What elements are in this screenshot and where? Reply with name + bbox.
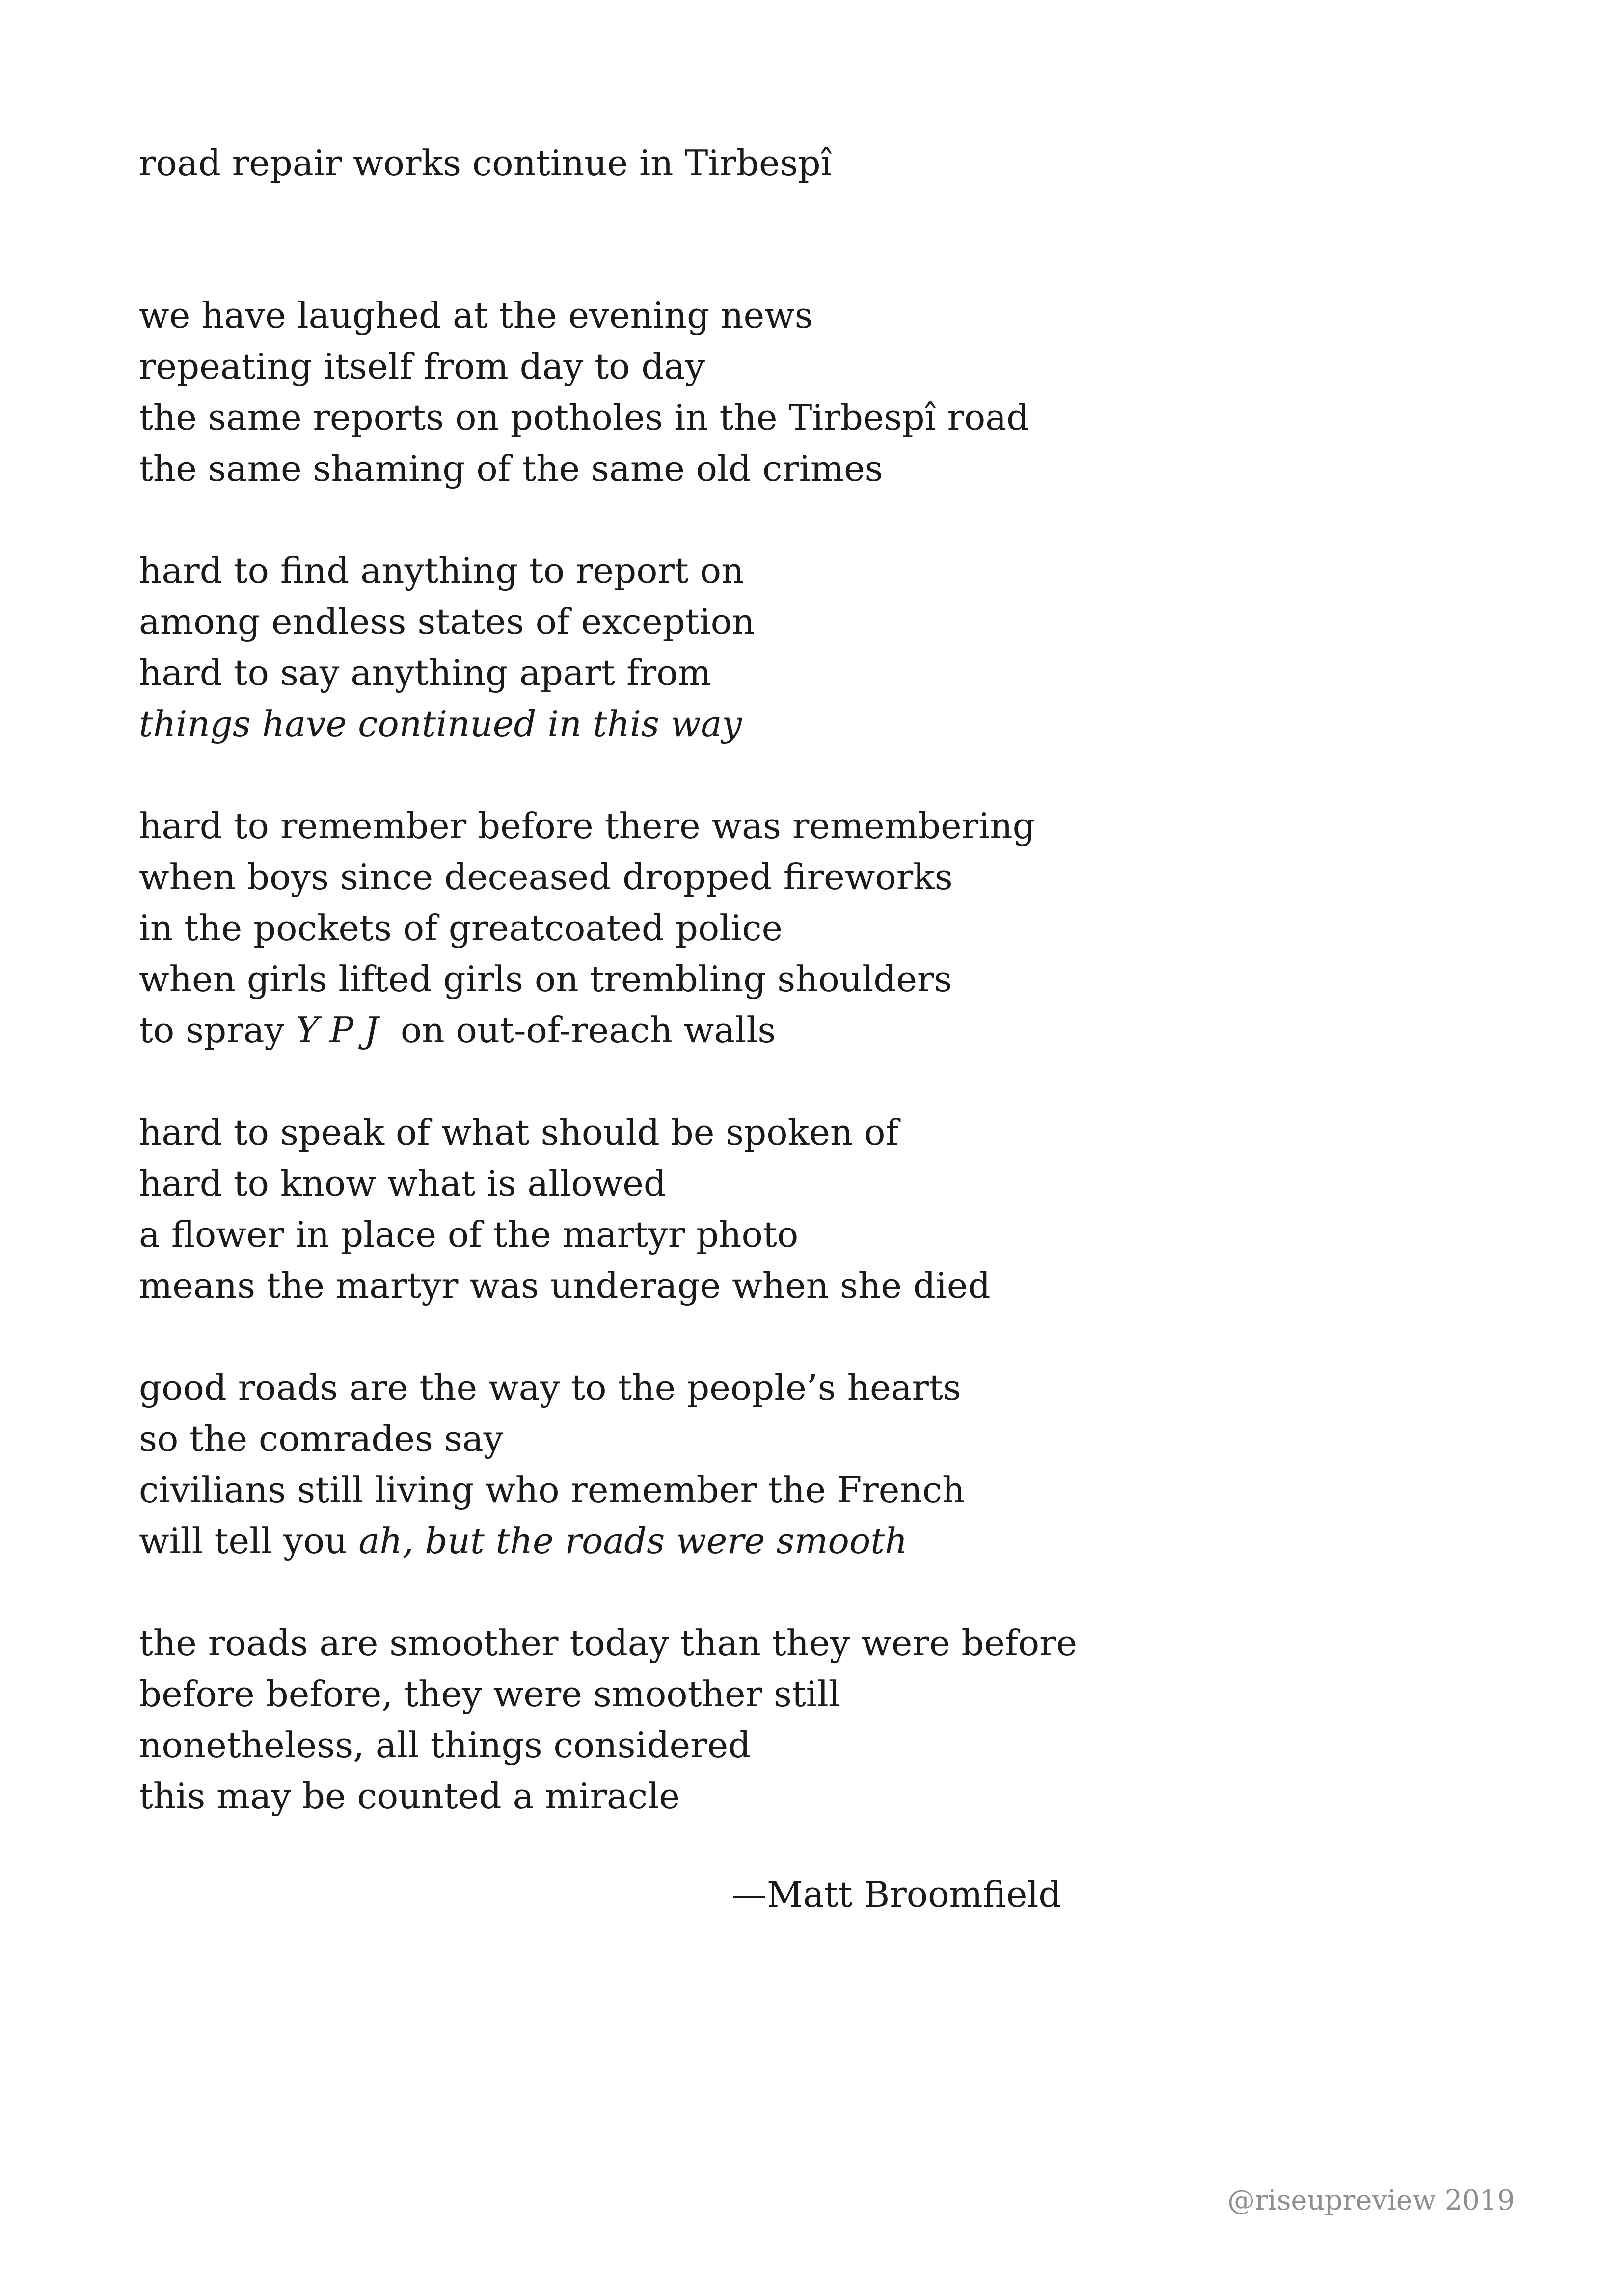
poem-line <box>139 1413 1366 1464</box>
line-segment: the roads are smoother today than they were before <box>139 1622 1078 1664</box>
poem-line <box>139 954 1366 1005</box>
line-segment: on out-of-reach walls <box>389 1010 776 1051</box>
poem-line <box>139 1668 1366 1720</box>
line-segment: before before, they were smoother still <box>139 1673 840 1715</box>
stanza <box>139 545 1366 749</box>
poem-line <box>139 1209 1366 1260</box>
poem-line <box>139 1515 1366 1566</box>
poem-body <box>139 290 1366 1873</box>
line-segment: hard to remember before there was remembering <box>139 805 1035 847</box>
line-segment: so the comrades say <box>139 1418 504 1459</box>
line-segment: hard to say anything apart from <box>139 652 711 693</box>
line-segment: ah, but the roads were smooth <box>358 1520 908 1561</box>
poem-line <box>139 1260 1366 1311</box>
line-segment: hard to find anything to report on <box>139 550 744 591</box>
poem-line <box>139 698 1366 749</box>
footer-credit: @riseupreview 2019 <box>1227 2185 1515 2216</box>
line-segment: will tell you <box>139 1520 359 1561</box>
stanza <box>139 800 1366 1056</box>
poem-line <box>139 392 1366 443</box>
line-segment: a flower in place of the martyr photo <box>139 1214 799 1255</box>
stanza <box>139 290 1366 494</box>
line-segment: this may be counted a miracle <box>139 1776 680 1817</box>
poem-line <box>139 341 1366 392</box>
poem-line <box>139 1362 1366 1413</box>
poem-line <box>139 545 1366 596</box>
stanza <box>139 1362 1366 1566</box>
poem-line <box>139 1107 1366 1158</box>
poem-line <box>139 1720 1366 1771</box>
poem-line <box>139 647 1366 698</box>
poem-line <box>139 851 1366 902</box>
poem-line <box>139 800 1366 851</box>
line-segment: when boys since deceased dropped fireworks <box>139 856 953 898</box>
line-segment: among endless states of exception <box>139 601 755 642</box>
poem-line <box>139 1771 1366 1822</box>
stanza <box>139 1617 1366 1822</box>
line-segment: means the martyr was underage when she died <box>139 1265 991 1306</box>
line-segment: things have continued in this way <box>139 703 742 744</box>
poem-line <box>139 1158 1366 1209</box>
poem-title: road repair works continue in Tirbespî <box>139 142 832 184</box>
line-segment: civilians still living who remember the French <box>139 1469 965 1510</box>
line-segment: good roads are the way to the people’s hearts <box>139 1367 961 1408</box>
stanza <box>139 1107 1366 1311</box>
poem-line <box>139 1464 1366 1515</box>
line-segment: repeating itself from day to day <box>139 346 705 387</box>
line-segment: the same reports on potholes in the Tirbespî road <box>139 397 1029 438</box>
line-segment: nonetheless, all things considered <box>139 1724 751 1766</box>
poem-line <box>139 1005 1366 1056</box>
poem-line <box>139 902 1366 954</box>
poem-line <box>139 596 1366 647</box>
line-segment: to spray <box>139 1010 296 1051</box>
line-segment: the same shaming of the same old crimes <box>139 448 883 489</box>
line-segment: YPJ <box>296 1010 389 1051</box>
line-segment: we have laughed at the evening news <box>139 295 813 336</box>
line-segment: hard to speak of what should be spoken of <box>139 1112 899 1153</box>
line-segment: in the pockets of greatcoated police <box>139 907 783 949</box>
line-segment: when girls lifted girls on trembling shoulders <box>139 958 952 1000</box>
poem-author: —Matt Broomfield <box>731 1874 1061 1915</box>
poem-line <box>139 1617 1366 1668</box>
line-segment: hard to know what is allowed <box>139 1163 666 1204</box>
poem-line <box>139 290 1366 341</box>
poem-line <box>139 443 1366 494</box>
